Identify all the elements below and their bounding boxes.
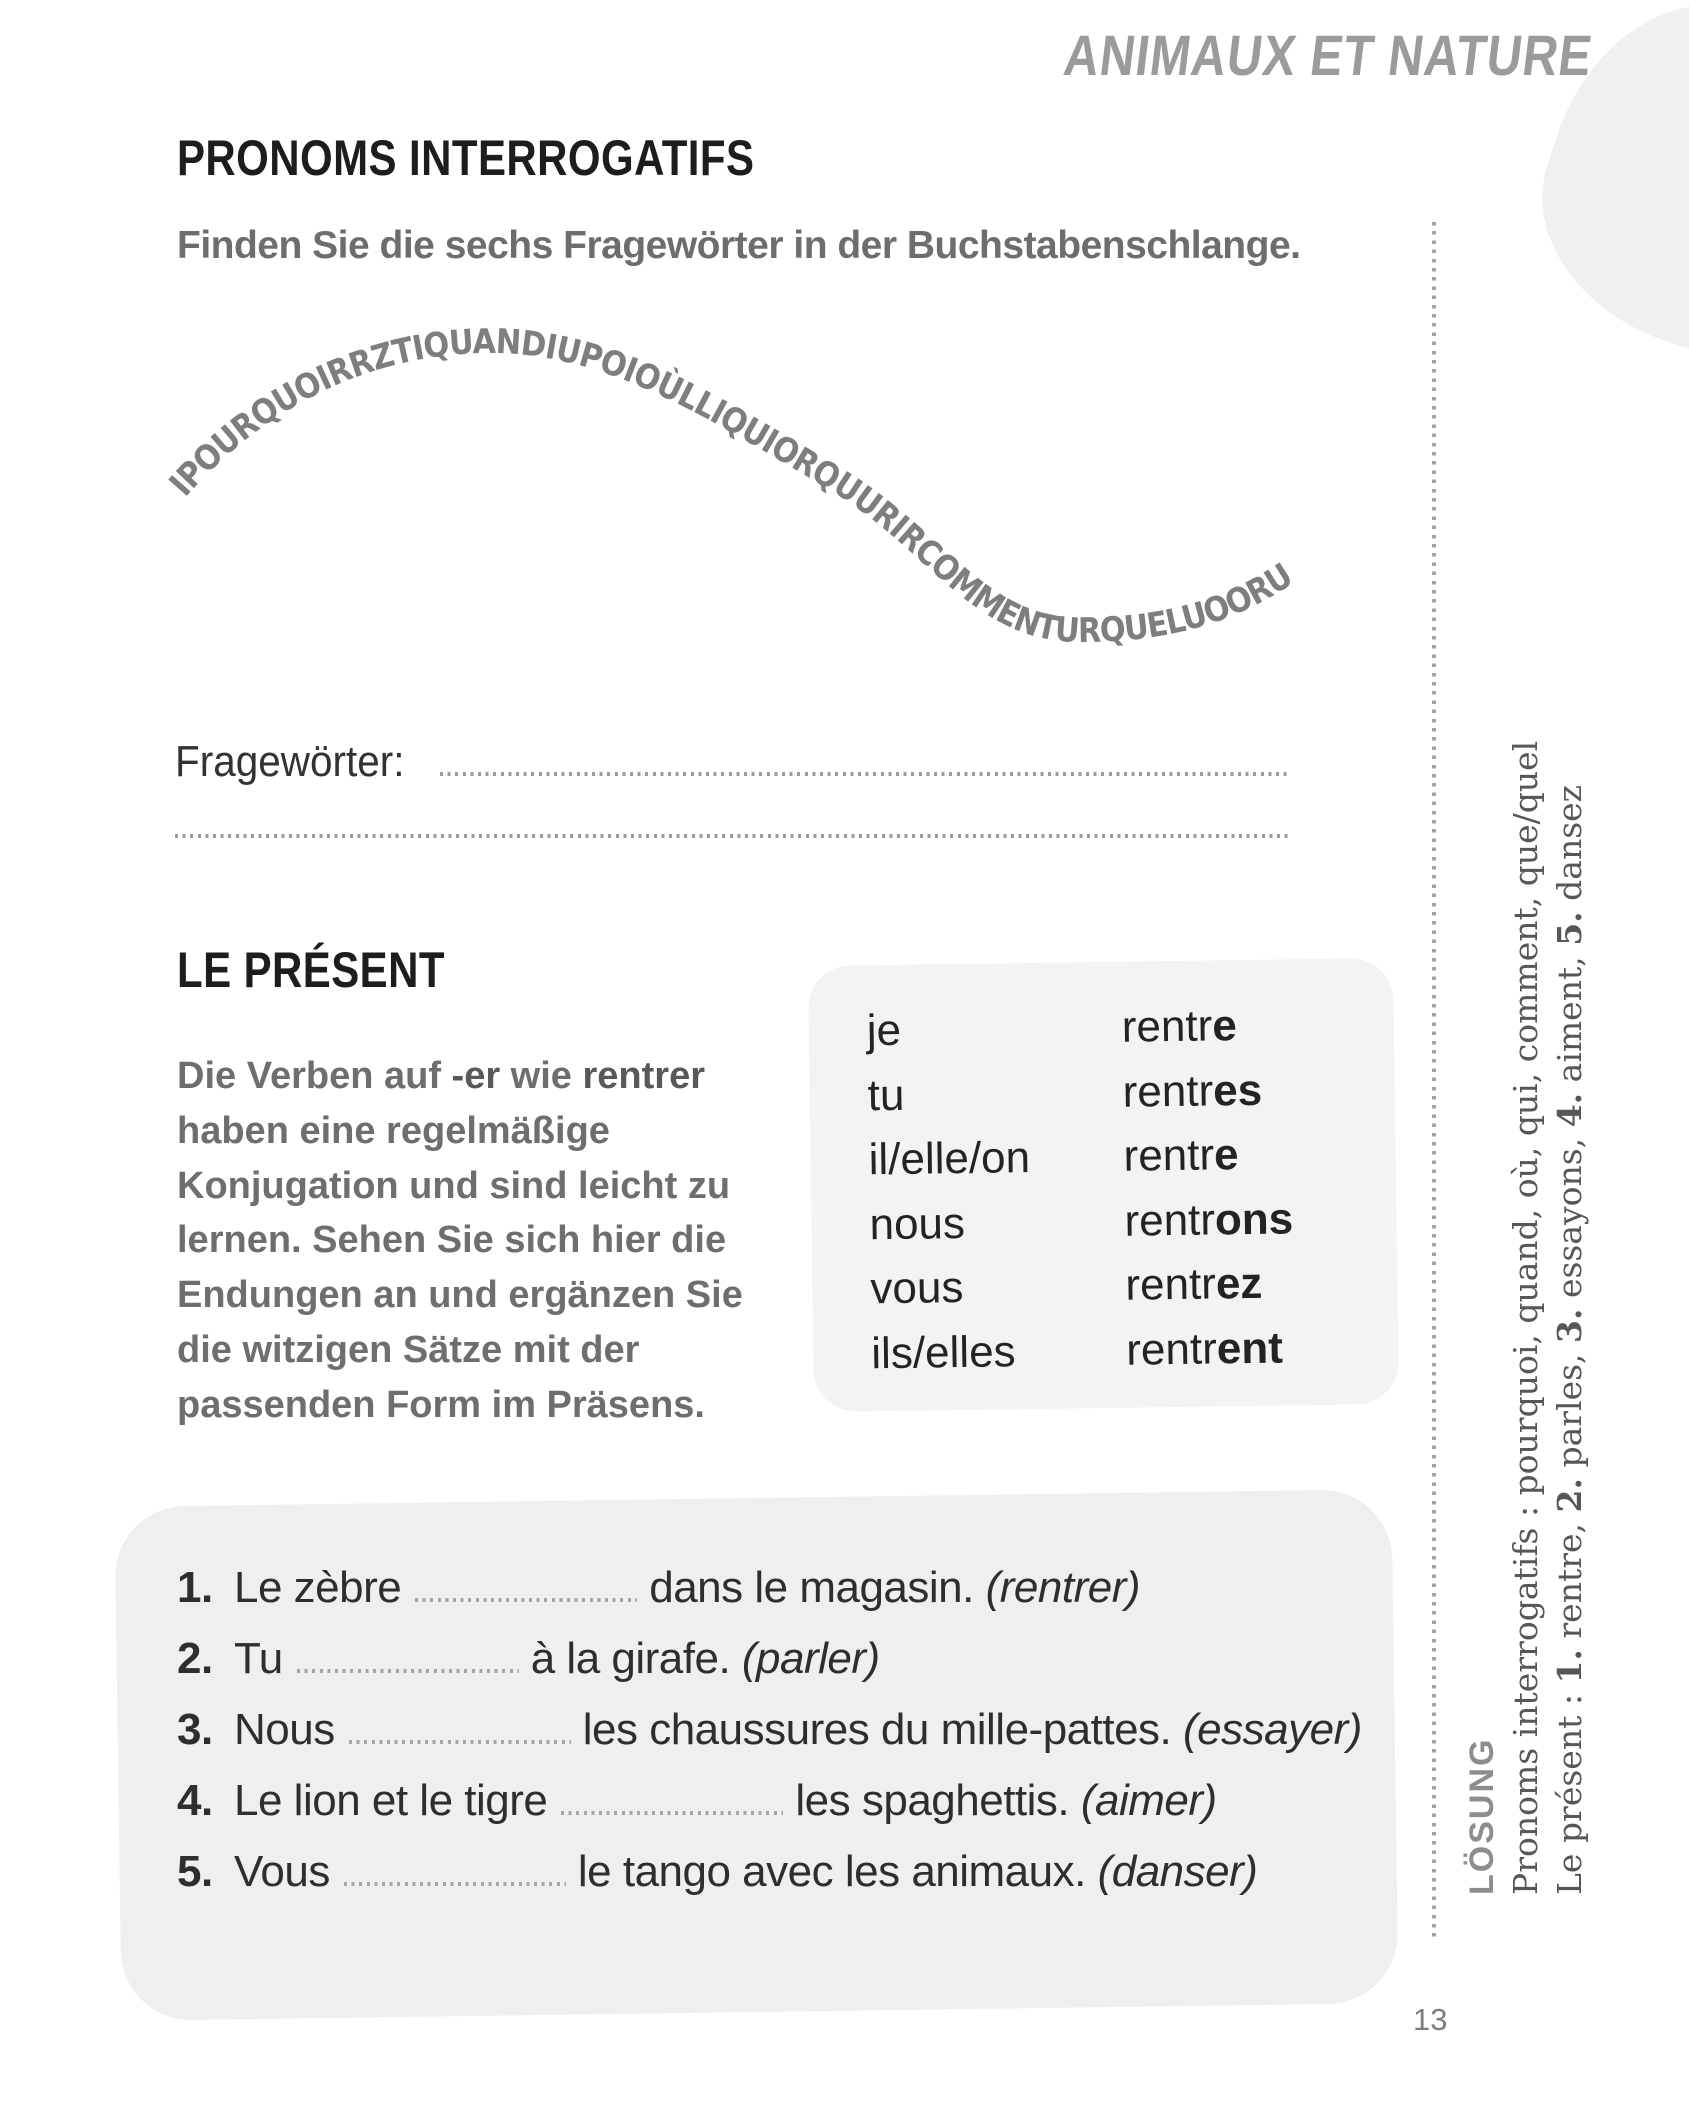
pronoun-cell: il/elle/on: [868, 1133, 1031, 1185]
verb-cell: [1124, 1194, 1293, 1245]
text-segment: 3.: [1550, 1308, 1589, 1343]
pronoun-cell: nous: [869, 1198, 966, 1250]
verb-cell: [1121, 1001, 1237, 1052]
solution-sidebar: [1460, 645, 1592, 1895]
text-segment: die witzigen Sätze mit der: [177, 1328, 640, 1371]
paragraph-line: [177, 1268, 743, 1323]
text-segment: lernen. Sehen Sie sich hier die: [177, 1219, 727, 1262]
section-title-pronoms-interrogatifs: PRONOMS INTERROGATIFS: [177, 130, 755, 186]
text-segment: 5.: [1550, 911, 1589, 946]
pronoun-cell: ils/elles: [870, 1327, 1016, 1379]
exercise-number: 2.: [177, 1634, 213, 1683]
conjugation-card: [808, 958, 1399, 1412]
verb-stem: rentr: [1121, 1001, 1213, 1052]
solution-answers: [1504, 645, 1592, 1895]
pronoun-cell: vous: [870, 1263, 964, 1314]
verb-stem: rentr: [1124, 1195, 1216, 1246]
exercise-text-after-blank: le tango avec les animaux.: [577, 1847, 1098, 1896]
paragraph-line: [177, 1378, 743, 1433]
fill-in-blank: [349, 1740, 571, 1744]
text-segment: Le présent :: [1550, 1683, 1589, 1895]
text-segment: 1.: [1550, 1649, 1589, 1684]
text-segment: Pronoms interrogatifs : pourquoi, quand, où, qui, comment, que/quel: [1506, 740, 1545, 1895]
paragraph-line: [177, 1213, 743, 1268]
conjugation-row: [869, 1186, 1397, 1258]
solution-line: [1504, 645, 1548, 1895]
paragraph-line: [177, 1159, 743, 1214]
exercise-text-before-blank: Le zèbre: [234, 1563, 402, 1612]
text-segment: 2.: [1550, 1478, 1589, 1513]
text-segment: rentre,: [1550, 1512, 1589, 1650]
letter-snake: [130, 280, 1390, 700]
svg-text:IPOURQUOIRRZTIQUANDIUPOIOÙLLIQ: [162, 322, 1300, 652]
solution-line: [1548, 645, 1592, 1895]
verb-ending: ez: [1215, 1259, 1263, 1309]
answer-dotted-line-2: [175, 834, 1290, 838]
answer-dotted-line-1: [440, 772, 1290, 776]
conjugation-row: [867, 1057, 1395, 1129]
exercise-row: [177, 1552, 1362, 1623]
conjugation-row: [866, 992, 1394, 1064]
exercise-text-after-blank: les chaussures du mille-pattes.: [582, 1705, 1183, 1754]
exercise-text-after-blank: dans le magasin.: [649, 1563, 986, 1612]
text-segment: passenden Form im Präsens.: [177, 1383, 705, 1426]
verb-stem: rentr: [1123, 1130, 1215, 1181]
exercise-row: [177, 1765, 1362, 1836]
exercise-text-before-blank: Le lion et le tigre: [234, 1776, 548, 1825]
verb-stem: rentr: [1125, 1259, 1217, 1311]
verb-ending: ons: [1214, 1194, 1294, 1245]
verb-ending: e: [1213, 1130, 1239, 1180]
exercise-row: [177, 1836, 1362, 1907]
verb-ending: es: [1212, 1065, 1263, 1116]
exercise-number: 5.: [177, 1847, 213, 1896]
grammar-explanation: [177, 1049, 743, 1433]
verb-hint: (essayer): [1183, 1705, 1362, 1754]
section-title-le-present: LE PRÉSENT: [177, 942, 445, 998]
conjugation-row: [870, 1250, 1398, 1322]
conjugation-row: [871, 1315, 1399, 1387]
text-segment: rentrer: [582, 1055, 705, 1097]
exercise-text-before-blank: Nous: [234, 1705, 335, 1754]
solution-divider-dotted-line: [1432, 222, 1436, 1938]
exercise-number: 4.: [177, 1776, 213, 1825]
verb-cell: [1126, 1323, 1283, 1374]
exercise-row: [177, 1623, 1362, 1694]
verb-hint: (parler): [741, 1634, 880, 1683]
exercise-text-before-blank: Tu: [234, 1634, 283, 1683]
text-segment: haben eine regelmäßige: [177, 1109, 610, 1152]
fill-in-blank: [561, 1811, 783, 1815]
conjugation-table: [808, 958, 1399, 1388]
snake-letters: IPOURQUOIRRZTIQUANDIUPOIOÙLLIQUIORQUURIRCOMMENTURQUELUOORU: [161, 321, 1302, 652]
exercise-row: [177, 1694, 1362, 1765]
paragraph-line: [177, 1049, 743, 1104]
pronoun-cell: je: [866, 1005, 902, 1056]
solution-label: LÖSUNG: [1463, 1737, 1501, 1895]
text-segment: -er: [451, 1055, 501, 1097]
page-number: 13: [1413, 2002, 1448, 2037]
verb-cell: [1123, 1130, 1239, 1181]
exercise-text-before-blank: Vous: [234, 1847, 330, 1896]
text-segment: essayons,: [1550, 1127, 1589, 1309]
text-segment: Endungen an und ergänzen Sie: [177, 1274, 743, 1317]
text-segment: Die Verben auf: [177, 1055, 452, 1097]
text-segment: dansez: [1550, 784, 1589, 912]
fill-in-blank: [344, 1882, 566, 1886]
verb-hint: (rentrer): [985, 1563, 1141, 1612]
verb-stem: rentr: [1122, 1066, 1214, 1117]
verb-cell: [1122, 1065, 1262, 1116]
fill-in-blank: [297, 1669, 519, 1673]
paragraph-line: [177, 1104, 743, 1159]
verb-stem: rentr: [1125, 1324, 1218, 1375]
text-segment: parles,: [1550, 1342, 1589, 1479]
fragewoerter-label: Fragewörter:: [175, 737, 405, 786]
text-segment: wie: [500, 1055, 583, 1097]
exercise-text-after-blank: à la girafe.: [530, 1634, 742, 1683]
pronoun-cell: tu: [867, 1070, 905, 1120]
exercise-number: 1.: [177, 1563, 213, 1612]
verb-hint: (danser): [1097, 1847, 1258, 1896]
exercise-list: [177, 1552, 1362, 1907]
text-segment: Konjugation und sind leicht zu: [177, 1164, 731, 1207]
exercise-text-after-blank: les spaghettis.: [795, 1776, 1081, 1825]
verb-ending: e: [1211, 1001, 1238, 1051]
text-segment: 4.: [1550, 1092, 1589, 1128]
paragraph-line: [177, 1323, 743, 1378]
instruction-text: Finden Sie die sechs Fragewörter in der Buchstabenschlange.: [177, 224, 1301, 267]
verb-ending: ent: [1216, 1323, 1284, 1374]
verb-hint: (aimer): [1080, 1776, 1217, 1825]
exercise-number: 3.: [177, 1705, 213, 1754]
fill-in-blank: [415, 1598, 637, 1602]
chapter-header: ANIMAUX ET NATURE: [1060, 24, 1596, 88]
conjugation-row: [868, 1121, 1396, 1193]
verb-cell: [1125, 1259, 1263, 1310]
text-segment: aiment,: [1550, 945, 1589, 1093]
